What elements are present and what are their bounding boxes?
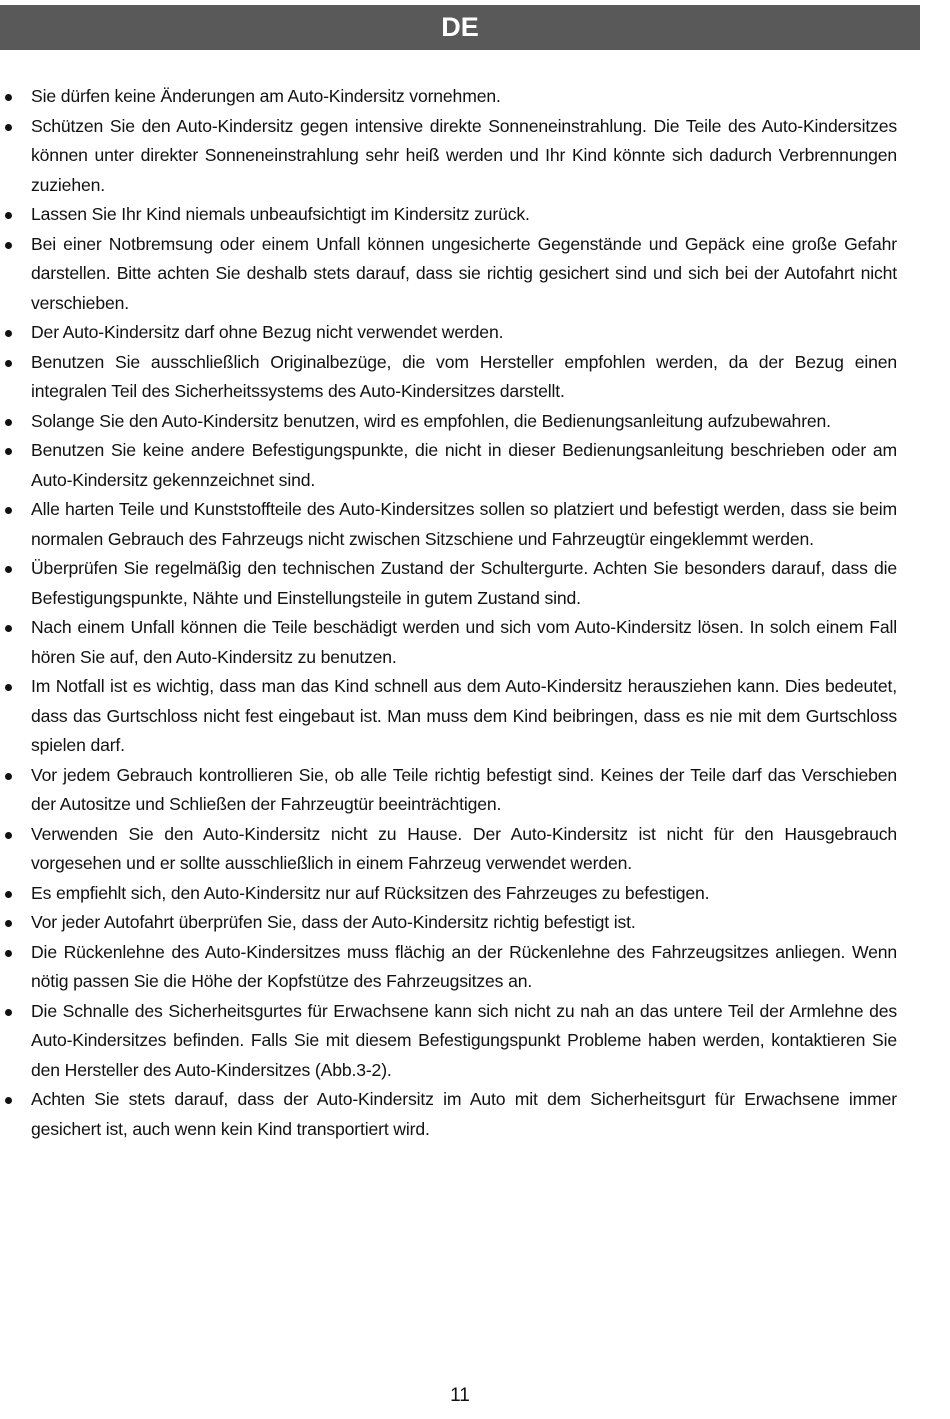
bullet-icon [5, 1009, 12, 1016]
bullet-icon [5, 124, 12, 131]
bullet-icon [5, 1097, 12, 1104]
bullet-icon [5, 212, 12, 219]
bullet-icon [5, 330, 12, 337]
list-item-text: Bei einer Notbremsung oder einem Unfall können ungesicherte Gegenstände und Gepäck eine große Gefahr darstellen. Bitte achten Sie deshalb stets darauf, dass sie richtig gesichert sind und sich bei der Autofahrt nicht verschieben. [31, 233, 897, 313]
list-item-text: Die Schnalle des Sicherheitsgurtes für Erwachsene kann sich nicht zu nah an das untere Teil der Armlehne des Auto-Kindersitzes befinden. Falls Sie mit diesem Befestigungspunkt Probleme haben werden, kontaktieren Sie den Hersteller des Auto-Kindersitzes (Abb.3-2). [31, 1000, 897, 1080]
bullet-icon [5, 625, 12, 632]
list-item [0, 230, 897, 319]
bullet-icon [5, 94, 12, 101]
list-item-text: Sie dürfen keine Änderungen am Auto-Kindersitz vornehmen. [31, 86, 501, 106]
bullet-icon [5, 684, 12, 691]
list-item-text: Überprüfen Sie regelmäßig den technischen Zustand der Schultergurte. Achten Sie besonders darauf, dass die Befestigungspunkte, Nähte und Einstellungsteile in gutem Zustand sind. [31, 558, 897, 608]
bullet-icon [5, 950, 12, 957]
list-item [0, 997, 897, 1086]
list-item [0, 613, 897, 672]
list-item [0, 938, 897, 997]
bullet-icon [5, 242, 12, 249]
bullet-icon [5, 419, 12, 426]
bullet-icon [5, 832, 12, 839]
bullet-icon [5, 773, 12, 780]
list-item [0, 436, 897, 495]
list-item-text: Benutzen Sie keine andere Befestigungspunkte, die nicht in dieser Bedienungsanleitung beschrieben oder am Auto-Kindersitz gekennzeichnet sind. [31, 440, 897, 490]
list-item [0, 112, 897, 201]
safety-instructions-list [0, 82, 897, 1144]
list-item-text: Vor jedem Gebrauch kontrollieren Sie, ob alle Teile richtig befestigt sind. Keines der Teile darf das Verschieben der Autositze und Schließen der Fahrzeugtür beeinträchtigen. [31, 764, 897, 814]
language-header: DE [0, 5, 920, 50]
list-item-text: Vor jeder Autofahrt überprüfen Sie, dass der Auto-Kindersitz richtig befestigt ist. [31, 912, 636, 932]
list-item [0, 200, 897, 230]
list-item [0, 554, 897, 613]
list-item-text: Die Rückenlehne des Auto-Kindersitzes muss flächig an der Rückenlehne des Fahrzeugsitzes anliegen. Wenn nötig passen Sie die Höhe der Kopfstütze des Fahrzeugsitzes an. [31, 941, 897, 991]
list-item-text: Lassen Sie Ihr Kind niemals unbeaufsichtigt im Kindersitz zurück. [31, 204, 530, 224]
list-item-text: Solange Sie den Auto-Kindersitz benutzen, wird es empfohlen, die Bedienungsanleitung aufzubewahren. [31, 410, 831, 431]
list-item [0, 495, 897, 554]
list-item-text: Es empfiehlt sich, den Auto-Kindersitz nur auf Rücksitzen des Fahrzeuges zu befestigen. [31, 882, 710, 903]
list-item-text: Achten Sie stets darauf, dass der Auto-Kindersitz im Auto mit dem Sicherheitsgurt für Erwachsene immer gesichert ist, auch wenn kein Kind transportiert wird. [31, 1089, 897, 1139]
list-item-text: Der Auto-Kindersitz darf ohne Bezug nicht verwendet werden. [31, 322, 504, 342]
list-item [0, 407, 897, 437]
list-item-text: Nach einem Unfall können die Teile beschädigt werden und sich vom Auto-Kindersitz lösen. In solch einem Fall hören Sie auf, den Auto-Kindersitz zu benutzen. [31, 617, 897, 667]
list-item-text: Schützen Sie den Auto-Kindersitz gegen intensive direkte Sonneneinstrahlung. Die Teile des Auto-Kindersitzes können unter direkter Sonneneinstrahlung sehr heiß werden und Ihr Kind könnte sich dadurch Verbrennungen zuziehen. [31, 115, 897, 195]
list-item [0, 820, 897, 879]
list-item-text: Verwenden Sie den Auto-Kindersitz nicht zu Hause. Der Auto-Kindersitz ist nicht für den Hausgebrauch vorgesehen und er sollte ausschließlich in einem Fahrzeug verwendet werden. [31, 823, 897, 873]
list-item [0, 761, 897, 820]
list-item [0, 672, 897, 761]
list-item [0, 318, 897, 348]
list-item [0, 348, 897, 407]
list-item-text: Benutzen Sie ausschließlich Originalbezüge, die vom Hersteller empfohlen werden, da der Bezug einen integralen Teil des Sicherheitssystems des Auto-Kindersitzes darstellt. [31, 351, 897, 401]
list-item-text: Im Notfall ist es wichtig, dass man das Kind schnell aus dem Auto-Kindersitz herausziehen kann. Dies bedeutet, dass das Gurtschloss nicht fest eingebaut ist. Man muss dem Kind beibringen, dass es nie mit dem Gurtschloss spielen darf. [31, 676, 897, 755]
bullet-icon [5, 507, 12, 514]
page-number: 11 [450, 1385, 470, 1406]
bullet-icon [5, 448, 12, 455]
list-item [0, 82, 897, 112]
bullet-icon [5, 566, 12, 573]
list-item [0, 908, 897, 938]
bullet-icon [5, 360, 12, 367]
bullet-icon [5, 920, 12, 927]
list-item [0, 1085, 897, 1144]
list-item-text: Alle harten Teile und Kunststoffteile des Auto-Kindersitzes sollen so platziert und befestigt werden, dass sie beim normalen Gebrauch des Fahrzeugs nicht zwischen Sitzschiene und Fahrzeugtür eingeklemmt werden. [31, 499, 897, 549]
bullet-icon [5, 891, 12, 898]
list-item [0, 879, 897, 909]
